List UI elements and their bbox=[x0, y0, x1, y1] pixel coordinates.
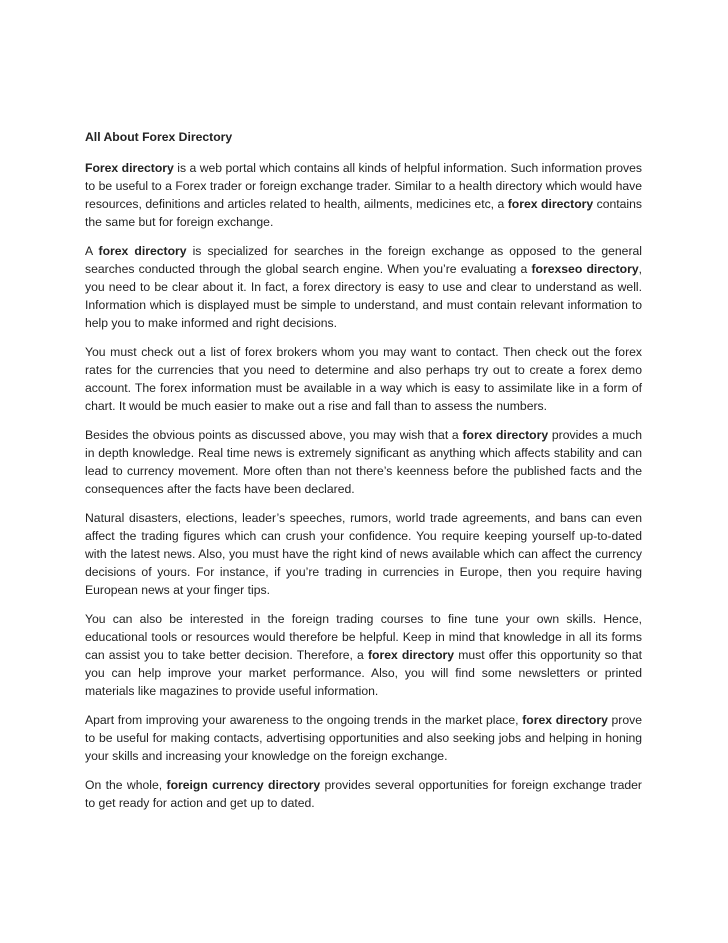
bold-text: forex directory bbox=[98, 244, 187, 258]
bold-text: foreign currency directory bbox=[166, 778, 321, 792]
paragraph bbox=[85, 711, 642, 765]
bold-text: forex directory bbox=[522, 713, 608, 727]
bold-text: Forex directory bbox=[85, 161, 174, 175]
paragraph bbox=[85, 509, 642, 599]
text-run: provides a much in depth knowledge. Real time news is extremely significant as anything which affects stability and can lead to currency movement. More often than not there’s keenness before the published facts and the consequences after the facts have been declared. bbox=[85, 428, 643, 496]
paragraph bbox=[85, 343, 642, 415]
text-run: Apart from improving your awareness to the ongoing trends in the market place, bbox=[85, 713, 523, 727]
text-run: , you need to be clear about it. In fact, a forex directory is easy to use and clear to understand as well. Information which is displayed must be simple to understand, and must contain relevant information to help you to make informed and right decisions. bbox=[85, 262, 643, 330]
text-run: You must check out a list of forex brokers whom you may want to contact. Then check out the forex rates for the currencies that you need to determine and also perhaps try out to create a forex demo account. The forex information must be available in a way which is easy to assimilate like in a form of chart. It would be much easier to make out a rise and fall than to assess the numbers. bbox=[85, 345, 642, 413]
text-run: A bbox=[85, 244, 99, 258]
text-run: You can also be interested in the foreign trading courses to fine tune your own skills. Hence, educational tools or resources would therefore be helpful. Keep in mind that knowledge in all its forms can assist you to take better decision. Therefore, a bbox=[85, 612, 642, 662]
bold-text: forex directory bbox=[367, 648, 455, 662]
text-run: is a web portal which contains all kinds of helpful information. Such information proves to be useful to a Forex trader or foreign exchange trader. Similar to a health directory which would have resources, definitions and articles related to health, ailments, medicines etc, a bbox=[85, 161, 642, 211]
text-run: On the whole, bbox=[85, 778, 167, 792]
document-title: All About Forex Directory bbox=[85, 130, 233, 144]
text-run: is specialized for searches in the foreign exchange as opposed to the general searches conducted through the global search engine. When you’re evaluating a bbox=[85, 244, 642, 276]
paragraph bbox=[85, 426, 642, 498]
document-body bbox=[85, 159, 642, 812]
bold-text: forex directory bbox=[507, 197, 594, 211]
text-run: must offer this opportunity so that you can help improve your market performance. Also, you will find some newsletters or printed materials like magazines to provide useful information. bbox=[85, 648, 642, 698]
paragraph bbox=[85, 610, 642, 700]
paragraph bbox=[85, 159, 642, 231]
text-run: contains the same but for foreign exchange. bbox=[85, 197, 642, 229]
text-run: provides several opportunities for foreign exchange trader to get ready for action and get up to dated. bbox=[85, 778, 642, 810]
bold-text: forex directory bbox=[462, 428, 549, 442]
paragraph bbox=[85, 242, 642, 332]
document-page bbox=[85, 128, 642, 823]
bold-text: forexseo directory bbox=[531, 262, 639, 276]
paragraph bbox=[85, 776, 642, 812]
text-run: Besides the obvious points as discussed above, you may wish that a bbox=[85, 428, 463, 442]
text-run: prove to be useful for making contacts, advertising opportunities and also seeking jobs and helping in honing your skills and increasing your knowledge on the foreign exchange. bbox=[85, 713, 642, 763]
text-run: Natural disasters, elections, leader’s speeches, rumors, world trade agreements, and bans can even affect the trading figures which can crush your confidence. You require keeping yourself up-to-dated with the latest news. Also, you must have the right kind of news available which can affect the currency decisions of yours. For instance, if you’re trading in currencies in Europe, then you require having European news at your finger tips. bbox=[85, 511, 642, 597]
